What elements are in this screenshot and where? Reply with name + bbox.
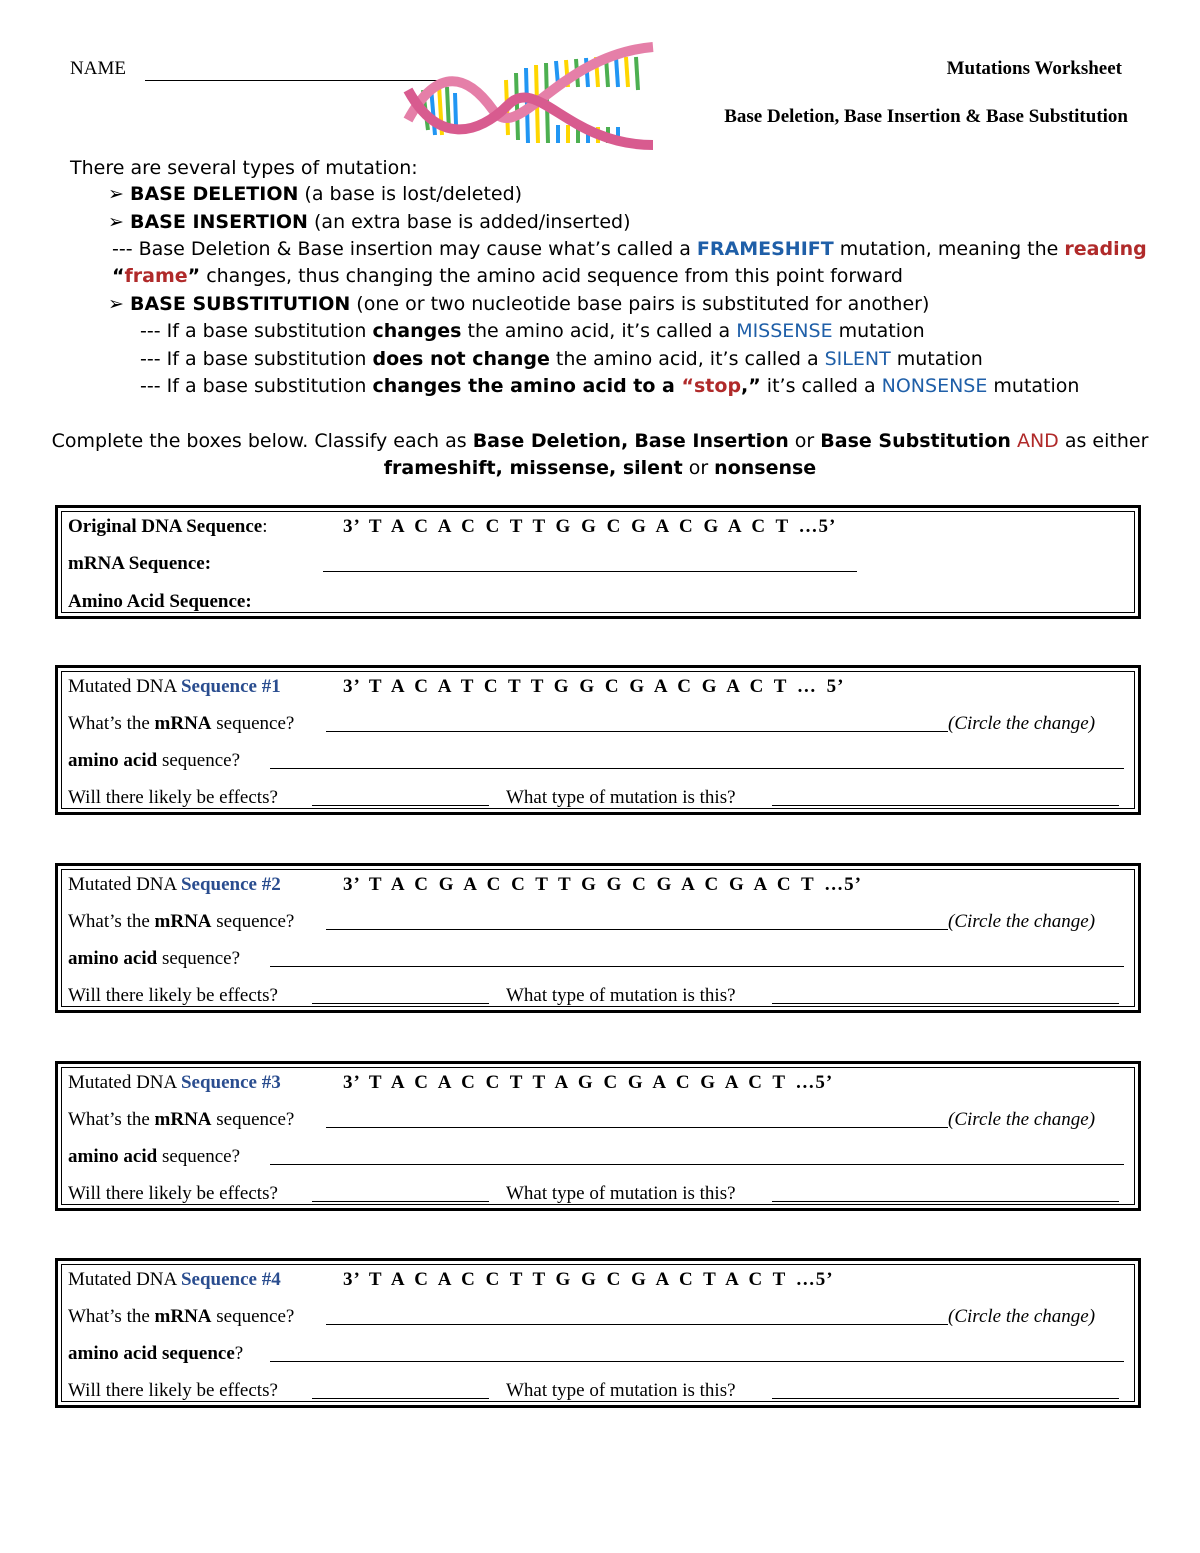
text: mutation — [832, 320, 925, 342]
amino-question — [68, 948, 240, 970]
original-sequence-box — [55, 505, 1141, 619]
substitution-term: BASE SUBSTITUTION — [130, 293, 351, 315]
text: Complete the boxes below. Classify each as — [51, 430, 473, 452]
instructions-line-1 — [0, 430, 1200, 452]
type-question: What type of mutation is this? — [506, 985, 736, 1006]
text: --- If a base substitution — [140, 375, 373, 397]
sequence-number: Sequence #4 — [180, 1269, 281, 1290]
deletion-line — [108, 183, 522, 205]
arrow-bullet-icon: ➢ — [108, 293, 124, 315]
mrna-question — [68, 1109, 294, 1131]
frame-term: frame — [124, 265, 188, 287]
text: sequence? — [211, 911, 295, 932]
type-question: What type of mutation is this? — [506, 1380, 736, 1401]
type-answer[interactable] — [772, 789, 1119, 806]
text: What’s the — [68, 713, 155, 734]
text: mutation, meaning the — [833, 238, 1065, 260]
emphasis: mRNA — [154, 713, 212, 734]
types-term: frameshift, missense, silent — [383, 457, 683, 479]
text: the amino acid, it’s called a — [549, 348, 825, 370]
original-mrna-label: mRNA Sequence: — [68, 553, 212, 574]
emphasis: mRNA — [154, 1109, 212, 1130]
text: the amino acid, it’s called a — [461, 320, 737, 342]
emphasis: amino acid — [68, 1146, 158, 1167]
insertion-term: BASE INSERTION — [130, 211, 308, 233]
type-answer[interactable] — [772, 987, 1119, 1004]
effects-question: Will there likely be effects? — [68, 1380, 278, 1401]
frameshift-term: FRAMESHIFT — [696, 238, 834, 260]
arrow-bullet-icon: ➢ — [108, 183, 124, 205]
text: Mutated DNA — [68, 1072, 181, 1093]
quote: “ — [112, 265, 125, 287]
text: sequence? — [211, 713, 295, 734]
worksheet-subtitle: Base Deletion, Base Insertion & Base Substitution — [724, 106, 1128, 127]
effects-answer[interactable] — [312, 789, 489, 806]
colon: : — [262, 516, 268, 537]
mrna-answer[interactable] — [326, 715, 948, 732]
mutated-dna-sequence: 3’ T A C A C C T T G G C G A C T A C T …5’ — [343, 1269, 834, 1290]
emphasis: mRNA — [154, 911, 212, 932]
stop-term: stop — [694, 375, 742, 397]
text: ? — [234, 1343, 244, 1364]
amino-question — [68, 750, 240, 772]
substitution-line — [108, 293, 929, 315]
text: mutation — [987, 375, 1080, 397]
original-dna-row — [68, 516, 268, 538]
arrow-bullet-icon: ➢ — [108, 211, 124, 233]
original-dna-sequence: 3’ T A C A C C T T G G C G A C G A C T …5’ — [343, 516, 837, 537]
nonsense-line — [140, 375, 1079, 397]
amino-question — [68, 1146, 240, 1168]
quote: ,” — [741, 375, 761, 397]
nonsense-term: NONSENSE — [881, 375, 988, 397]
deletion-term: Base Deletion, — [472, 430, 629, 452]
type-question: What type of mutation is this? — [506, 787, 736, 808]
text: it’s called a — [760, 375, 882, 397]
text: mutation — [890, 348, 983, 370]
text: as either — [1058, 430, 1149, 452]
deletion-desc: (a base is lost/deleted) — [298, 183, 523, 205]
circle-change-note: (Circle the change) — [948, 1109, 1096, 1130]
effects-answer[interactable] — [312, 987, 489, 1004]
text: sequence? — [211, 1109, 295, 1130]
missense-term: MISSENSE — [736, 320, 833, 342]
mutation-box-2 — [55, 863, 1141, 1013]
intro-lead: There are several types of mutation: — [70, 157, 418, 179]
emphasis: amino acid — [68, 948, 158, 969]
emphasis: amino acid sequence — [68, 1343, 235, 1364]
mutation-label — [68, 1072, 281, 1094]
original-mrna-answer[interactable] — [323, 555, 857, 572]
type-answer[interactable] — [772, 1382, 1119, 1399]
and-term: AND — [1016, 430, 1059, 452]
worksheet-title: Mutations Worksheet — [946, 58, 1122, 79]
type-answer[interactable] — [772, 1185, 1119, 1202]
text: sequence? — [157, 948, 241, 969]
nonsense-term: nonsense — [714, 457, 817, 479]
circle-change-note: (Circle the change) — [948, 1306, 1096, 1327]
mutation-label — [68, 1269, 281, 1291]
text: sequence? — [157, 1146, 241, 1167]
substitution-desc: (one or two nucleotide base pairs is substituted for another) — [350, 293, 930, 315]
mrna-answer[interactable] — [326, 1111, 948, 1128]
sequence-number: Sequence #3 — [180, 1072, 281, 1093]
text: or — [788, 430, 821, 452]
original-amino-label: Amino Acid Sequence: — [68, 591, 252, 612]
frameshift-line-2 — [112, 265, 903, 287]
name-label: NAME — [70, 58, 126, 79]
missense-line — [140, 320, 925, 342]
text: Mutated DNA — [68, 676, 181, 697]
emphasis: amino acid — [68, 750, 158, 771]
mutation-box-4 — [55, 1258, 1141, 1408]
deletion-term: BASE DELETION — [130, 183, 299, 205]
substitution-term: Base Substitution — [820, 430, 1011, 452]
text: or — [682, 457, 715, 479]
effects-question: Will there likely be effects? — [68, 985, 278, 1006]
emphasis: does not change — [372, 348, 550, 370]
mutation-box-1 — [55, 665, 1141, 815]
mrna-answer[interactable] — [326, 1308, 948, 1325]
mutated-dna-sequence: 3’ T A C G A C C T T G G C G A C G A C T …5’ — [343, 874, 862, 895]
quote: ” — [187, 265, 201, 287]
mrna-question — [68, 1306, 294, 1328]
amino-question — [68, 1343, 243, 1365]
effects-answer[interactable] — [312, 1382, 489, 1399]
amino-answer[interactable] — [270, 752, 1124, 769]
mutated-dna-sequence: 3’ T A C A T C T T G G C G A C G A C T … 5’ — [343, 676, 845, 697]
mutation-box-3 — [55, 1061, 1141, 1211]
effects-question: Will there likely be effects? — [68, 787, 278, 808]
instructions-line-2 — [0, 457, 1200, 479]
reading-term: reading — [1064, 238, 1147, 260]
quote: “ — [681, 375, 694, 397]
mutation-label — [68, 874, 281, 896]
amino-answer[interactable] — [270, 1345, 1124, 1362]
text: --- If a base substitution — [140, 320, 373, 342]
text: What’s the — [68, 911, 155, 932]
text: sequence? — [157, 750, 241, 771]
insertion-desc: (an extra base is added/inserted) — [307, 211, 631, 233]
silent-line — [140, 348, 983, 370]
emphasis: changes — [372, 320, 462, 342]
text: Mutated DNA — [68, 1269, 181, 1290]
amino-answer[interactable] — [270, 1148, 1124, 1165]
frameshift-line-1 — [112, 238, 1147, 260]
text: What’s the — [68, 1306, 155, 1327]
mutation-label — [68, 676, 281, 698]
circle-change-note: (Circle the change) — [948, 911, 1096, 932]
sequence-number: Sequence #1 — [180, 676, 281, 697]
amino-answer[interactable] — [270, 950, 1124, 967]
original-dna-label: Original DNA Sequence — [68, 516, 263, 537]
silent-term: SILENT — [824, 348, 891, 370]
text: Mutated DNA — [68, 874, 181, 895]
circle-change-note: (Circle the change) — [948, 713, 1096, 734]
insertion-term: Base Insertion — [634, 430, 789, 452]
type-question: What type of mutation is this? — [506, 1183, 736, 1204]
mrna-answer[interactable] — [326, 913, 948, 930]
text: sequence? — [211, 1306, 295, 1327]
mutated-dna-sequence: 3’ T A C A C C T T A G C G A C G A C T …5’ — [343, 1072, 834, 1093]
dna-helix-image — [398, 35, 663, 165]
text: What’s the — [68, 1109, 155, 1130]
sequence-number: Sequence #2 — [180, 874, 281, 895]
text: --- If a base substitution — [140, 348, 373, 370]
mrna-question — [68, 911, 294, 933]
mrna-question — [68, 713, 294, 735]
text: --- Base Deletion & Base insertion may cause what’s called a — [112, 238, 697, 260]
emphasis: mRNA — [154, 1306, 212, 1327]
effects-question: Will there likely be effects? — [68, 1183, 278, 1204]
emphasis: changes the amino acid to a — [372, 375, 682, 397]
text: changes, thus changing the amino acid sequence from this point forward — [200, 265, 903, 287]
effects-answer[interactable] — [312, 1185, 489, 1202]
insertion-line — [108, 211, 631, 233]
